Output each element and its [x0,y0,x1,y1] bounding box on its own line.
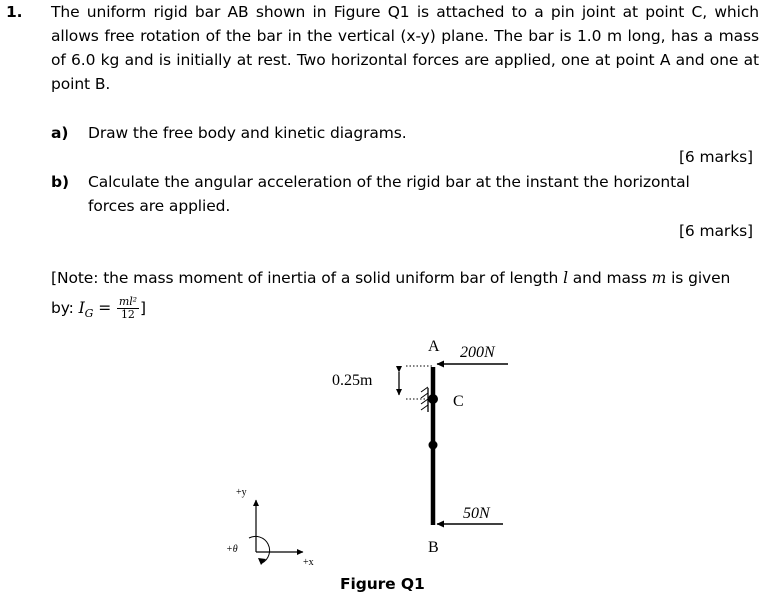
question-number: 1. [6,3,23,21]
axis-theta-label: +θ [226,544,238,555]
axis-x-label: +x [303,557,314,568]
fraction-numerator: ml² [118,295,137,308]
force-a-label: 200N [460,344,495,361]
note-var-l: l [563,269,568,287]
note-text-start: [Note: the mass moment of inertia of a solid uniform bar of length [51,269,559,287]
note-is-given: is given [671,269,731,287]
note-close-bracket: ] [139,299,146,317]
note-and-mass: and mass [572,269,647,287]
part-b-marks: [6 marks] [678,222,753,240]
part-b-text-line2: forces are applied. [88,197,231,215]
part-b-label: b) [51,173,69,191]
part-a-text: Draw the free body and kinetic diagrams. [88,124,407,142]
force-b-label: 50N [463,505,490,522]
part-a-label: a) [51,124,69,142]
equals-sign: = [98,299,112,317]
pin-c [428,394,438,404]
label-b: B [428,539,439,556]
inertia-symbol: I [78,299,85,317]
label-c: C [453,393,464,410]
label-a: A [428,338,440,355]
mass-center-dot [429,441,438,450]
inertia-subscript: G [84,307,94,321]
figure-caption: Figure Q1 [340,575,425,593]
fraction-denominator: 12 [121,308,135,321]
part-a-marks: [6 marks] [678,148,753,166]
coordinate-axes [249,500,303,565]
note-by: by: [51,299,74,317]
question-intro: The uniform rigid bar AB shown in Figure Q1 is attached to a pin joint at point C, which allows free rotation of the bar in the vertical (x-y) plane. The bar is 1.0 m long, has a mass of 6.0 kg and is initially at rest. Two horizontal forces are applied, one at point A and one at point B. [51,3,759,93]
part-b-text-line1: Calculate the angular acceleration of the rigid bar at the instant the horizontal [88,173,690,191]
note-var-m: m [651,269,667,287]
dimension-label: 0.25m [332,372,373,389]
axis-y-label: +y [236,487,247,498]
